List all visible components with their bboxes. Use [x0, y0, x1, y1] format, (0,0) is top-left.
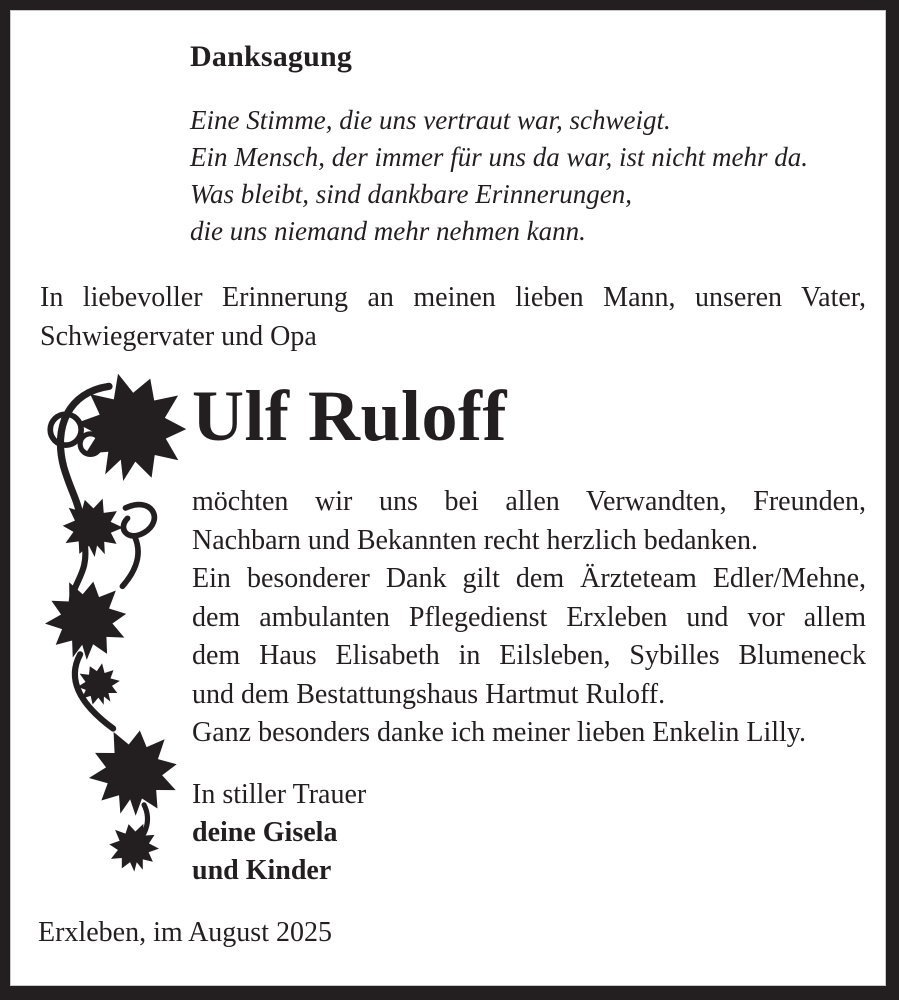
intro-line: Schwiegervater und Opa: [40, 321, 317, 352]
thanks-line: dem Haus Elisabeth in Eilsleben, Sybilles Blumeneck: [192, 640, 866, 671]
signature-block: [192, 776, 366, 890]
poem-line: Eine Stimme, die uns vertraut war, schweigt.: [190, 105, 671, 135]
intro-line: In liebevoller Erinnerung an meinen lieben Mann, unseren Vater,: [40, 282, 866, 313]
thanks-line: und dem Bestattungshaus Hartmut Ruloff.: [192, 678, 666, 710]
intro-text: [40, 278, 866, 356]
grapevine-ornament-icon: [24, 374, 194, 879]
thanks-line: Ganz besonders danke ich meiner lieben Enkelin Lilly.: [192, 717, 806, 748]
thanks-line: möchten wir uns bei allen Verwandten, Freunden,: [192, 486, 866, 517]
thanks-line: dem ambulanten Pflegedienst Erxleben und vor allem: [192, 601, 866, 633]
notice-title: Danksagung: [190, 40, 353, 73]
thanks-line: Nachbarn und Bekannten recht herzlich bedanken.: [192, 524, 758, 556]
thanks-line: Ein besonderer Dank gilt dem Ärzteteam Edler/Mehne,: [192, 563, 866, 594]
memorial-poem: [190, 102, 880, 250]
poem-line: Was bleibt, sind dankbare Erinnerungen,: [190, 179, 632, 209]
deceased-name: Ulf Ruloff: [192, 376, 507, 456]
thanks-text: [192, 483, 866, 753]
mourner-name: und Kinder: [192, 855, 332, 886]
place-date: Erxleben, im August 2025: [38, 917, 332, 948]
poem-line: Ein Mensch, der immer für uns da war, ist nicht mehr da.: [190, 142, 808, 172]
mourner-name: deine Gisela: [192, 817, 338, 848]
mourning-phrase: In stiller Trauer: [192, 779, 367, 810]
poem-line: die uns niemand mehr nehmen kann.: [190, 216, 586, 246]
